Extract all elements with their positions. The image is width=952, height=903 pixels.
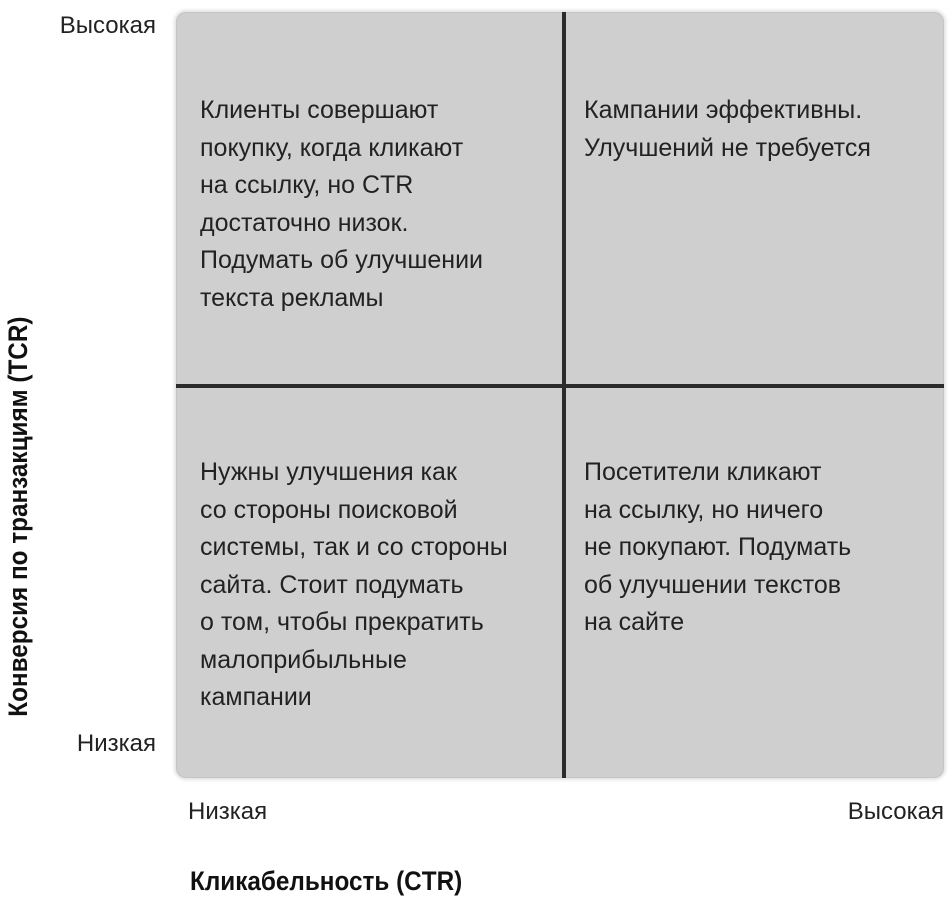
quadrant-matrix [176,12,944,778]
quadrant-low-ctr-low-tcr: Нужны улучшения как со стороны поисковой системы, так и со стороны сайта. Стоит подумать о том, чтобы прекратить малоприбыльные кампании [200,458,508,711]
y-axis-title: Конверсия по транзакциям (TCR) [3,316,33,718]
x-axis-low-label: Низкая [188,798,268,825]
vertical-divider [562,12,566,778]
quadrant-high-ctr-low-tcr: Посетители кликают на ссылку, но ничего не покупают. Подумать об улучшении текстов на сайте [584,458,852,636]
x-axis-title: Кликабельность (CTR) [190,866,463,896]
y-axis-title-container [3,257,37,777]
y-axis-low-label: Низкая [76,730,156,757]
quadrant-low-ctr-high-tcr: Клиенты совершают покупку, когда кликают на ссылку, но CTR достаточно низок. Подумать об улучшении текста рекламы [200,96,484,312]
horizontal-divider [176,384,944,388]
quadrant-high-ctr-high-tcr: Кампании эффективны. Улучшений не требуется [584,96,871,162]
x-axis-high-label: Высокая [847,798,944,825]
y-axis-high-label: Высокая [59,12,156,39]
